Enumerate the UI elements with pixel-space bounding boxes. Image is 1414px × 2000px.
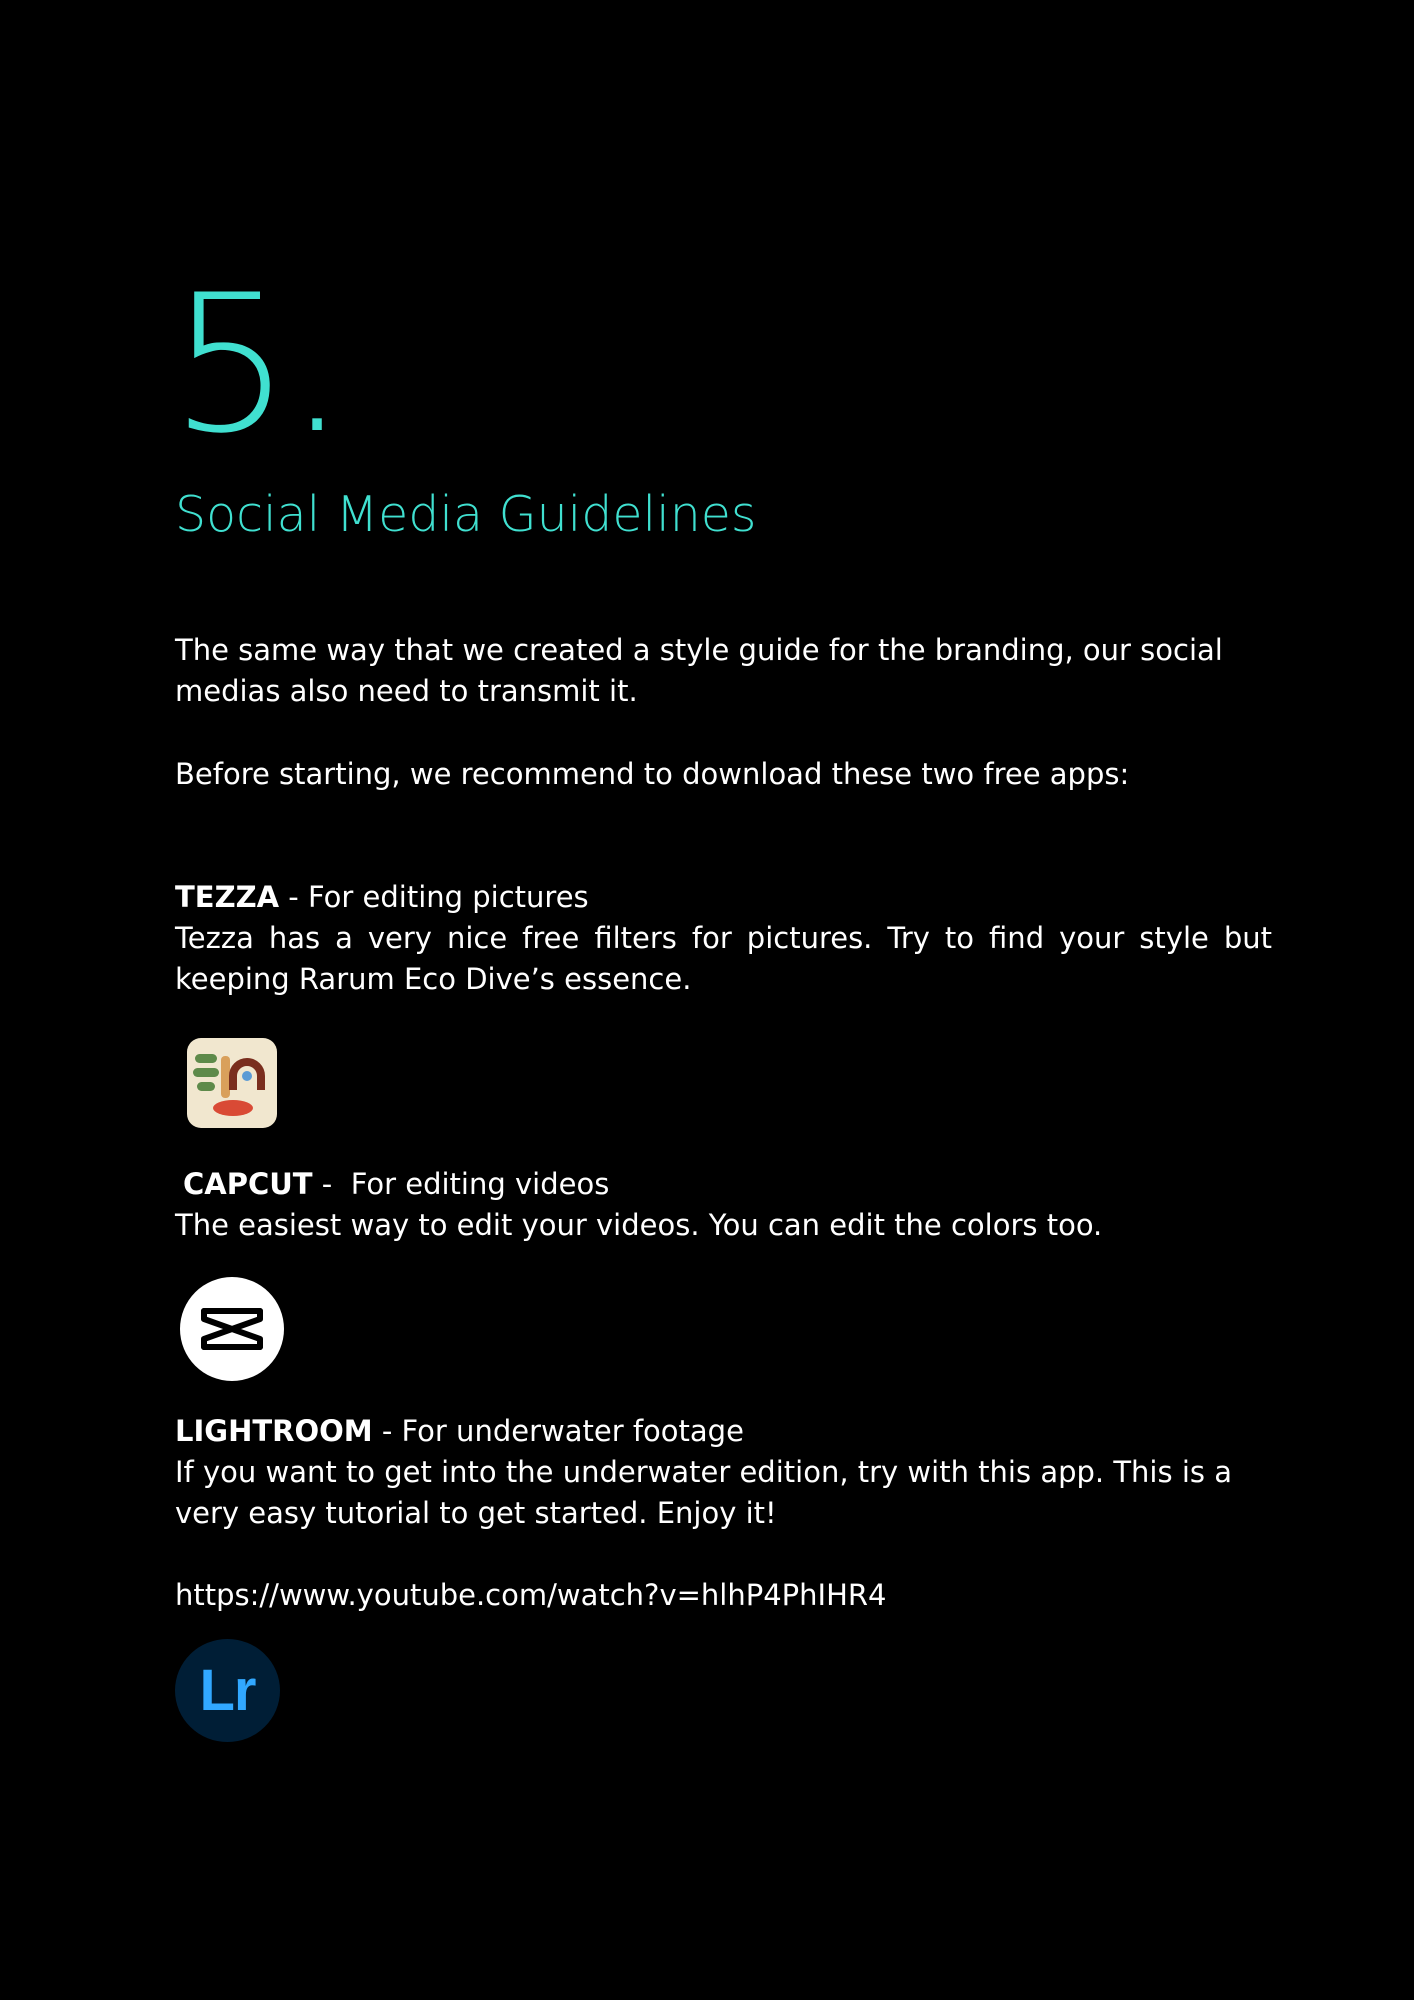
- tezza-app-icon: [187, 1038, 277, 1128]
- tezza-heading: [175, 877, 1272, 918]
- intro-paragraph: The same way that we created a style guide for the branding, our social medias also need to transmit it.: [175, 633, 1223, 708]
- tezza-purpose: For editing pictures: [308, 880, 589, 914]
- section-number: 5.: [170, 254, 344, 475]
- capcut-logo-icon: [180, 1277, 284, 1381]
- capcut-separator: -: [312, 1167, 351, 1201]
- capcut-section: [175, 1164, 1272, 1246]
- section-title: Social Media Guidelines: [175, 486, 757, 543]
- lightroom-section: [175, 1411, 1272, 1534]
- tezza-description: Tezza has a very nice free filters for pictures. Try to find your style but keeping Rarum Eco Dive’s essence.: [175, 921, 1272, 996]
- intro-recommendation: Before starting, we recommend to download these two free apps:: [175, 757, 1130, 791]
- capcut-description: The easiest way to edit your videos. You can edit the colors too.: [175, 1208, 1103, 1242]
- lightroom-separator: -: [372, 1414, 402, 1448]
- capcut-app-icon: [180, 1277, 284, 1381]
- tezza-separator: -: [279, 880, 308, 914]
- capcut-purpose: For editing videos: [350, 1167, 610, 1201]
- capcut-heading: [175, 1164, 1272, 1205]
- lightroom-app-icon: Lr: [175, 1639, 280, 1742]
- lightroom-name: LIGHTROOM: [175, 1414, 373, 1448]
- capcut-name: CAPCUT: [183, 1167, 313, 1201]
- lightroom-purpose: For underwater footage: [401, 1414, 744, 1448]
- tutorial-link[interactable]: https://www.youtube.com/watch?v=hlhP4PhIHR4: [175, 1578, 887, 1612]
- tezza-name: TEZZA: [175, 880, 280, 914]
- lightroom-heading: [175, 1411, 1272, 1452]
- tezza-face-icon: [187, 1038, 277, 1128]
- lightroom-description: If you want to get into the underwater edition, try with this app. This is a very easy tutorial to get started. Enjoy it!: [175, 1455, 1232, 1530]
- tezza-section: [175, 877, 1272, 1000]
